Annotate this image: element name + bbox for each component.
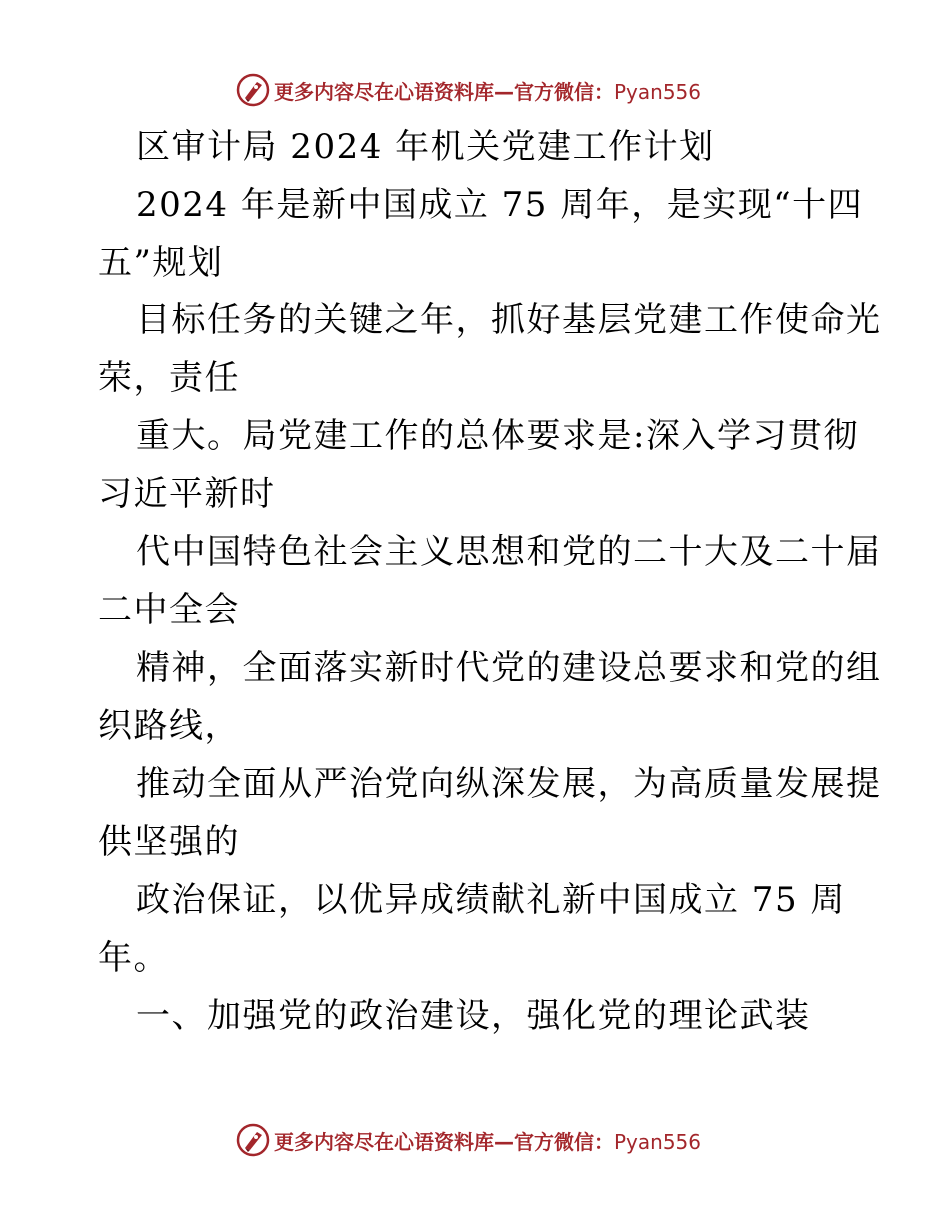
watermark-text: 更多内容尽在心语资料库—官方微信：Pyan556 — [274, 1129, 702, 1154]
paragraph-line: 五”规划 — [98, 243, 224, 283]
section-heading: 一、加强党的政治建设，强化党的理论武装 — [136, 996, 811, 1036]
paragraph-line: 政治保证，以优异成绩献礼新中国成立 75 周 — [136, 880, 846, 920]
paragraph-line: 供坚强的 — [98, 822, 240, 862]
paragraph-line: 推动全面从严治党向纵深发展，为高质量发展提 — [136, 764, 882, 804]
watermark-banner-bottom — [236, 1123, 701, 1157]
paragraph-line: 重大。局党建工作的总体要求是:深入学习贯彻 — [136, 416, 859, 456]
document-title: 区审计局 2024 年机关党建工作计划 — [136, 127, 715, 167]
pen-nib-logo-icon — [236, 1123, 270, 1157]
watermark-text: 更多内容尽在心语资料库—官方微信：Pyan556 — [274, 79, 702, 104]
pen-nib-logo-icon — [236, 73, 270, 107]
watermark-banner-top — [236, 73, 701, 107]
paragraph-line: 习近平新时 — [98, 474, 276, 514]
paragraph-line: 年。 — [98, 938, 169, 978]
paragraph-line: 织路线， — [98, 706, 240, 746]
paragraph-line: 荣，责任 — [98, 358, 240, 398]
paragraph-line: 代中国特色社会主义思想和党的二十大及二十届 — [136, 532, 882, 572]
paragraph-line: 精神，全面落实新时代党的建设总要求和党的组 — [136, 648, 882, 688]
paragraph-line: 2024 年是新中国成立 75 周年，是实现“十四 — [136, 185, 864, 225]
paragraph-line: 目标任务的关键之年，抓好基层党建工作使命光 — [136, 300, 882, 340]
paragraph-line: 二中全会 — [98, 590, 240, 630]
